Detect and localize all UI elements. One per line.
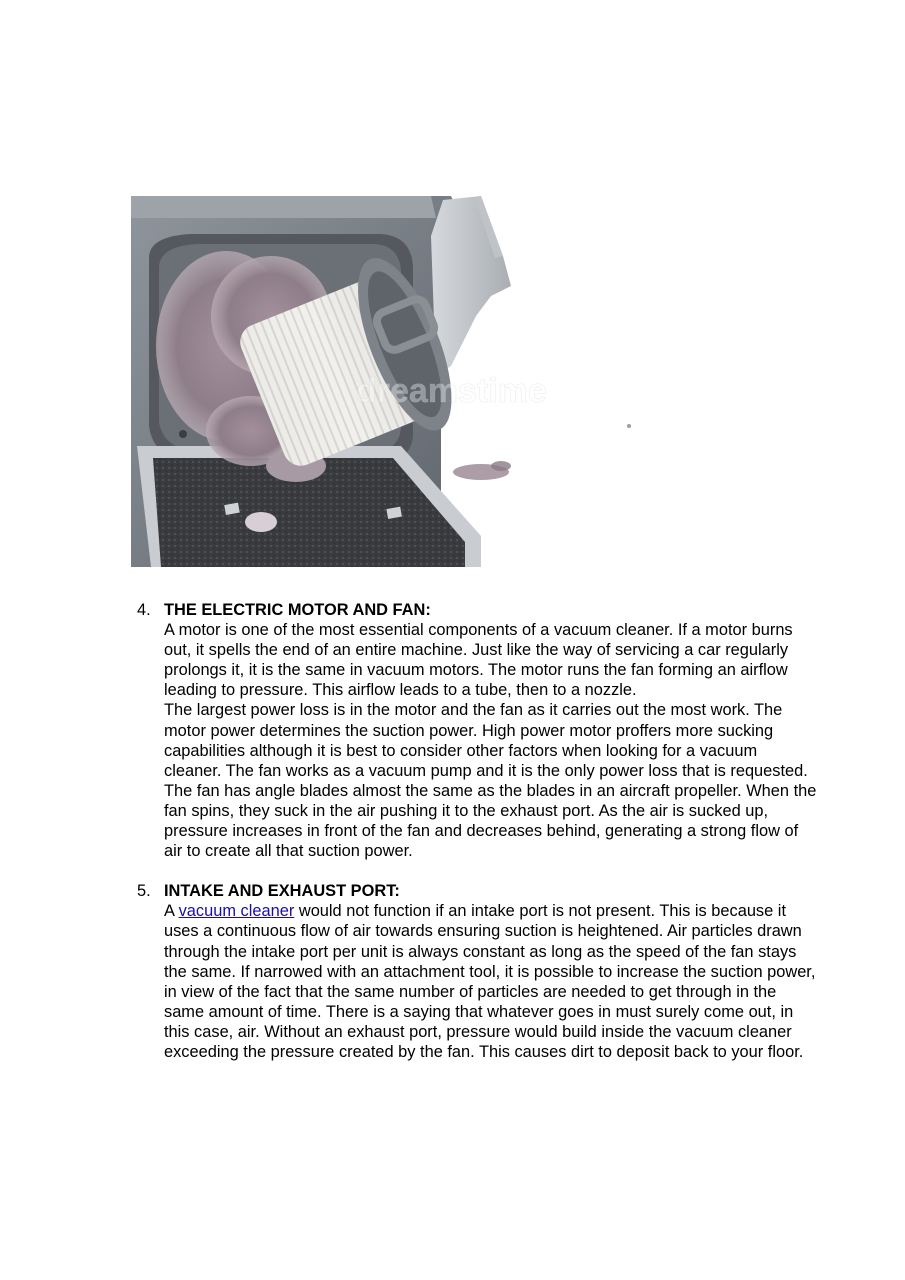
list-number: 5. (137, 882, 151, 901)
section-paragraph: A motor is one of the most essential components of a vacuum cleaner. If a motor burns out, it spells the end of an entire machine. Just like the way of servicing a car regularly prolongs it, it is the same in vacuum motors. The motor runs the fan forming an airflow leading to pressure. This airflow leads to a tube, then to a nozzle. (164, 621, 793, 700)
section-paragraph (164, 901, 817, 1062)
paragraph-text: A (164, 902, 179, 921)
vacuum-cleaner-link[interactable]: vacuum cleaner (178, 902, 295, 921)
photo-watermark: dreamstime (356, 372, 547, 410)
list-item (137, 881, 817, 1062)
section-heading: INTAKE AND EXHAUST PORT: (164, 882, 400, 901)
section-heading: THE ELECTRIC MOTOR AND FAN: (164, 601, 431, 619)
numbered-list (137, 600, 817, 1062)
vacuum-filter-photo (131, 196, 776, 567)
list-item (137, 600, 817, 861)
section-paragraph: The largest power loss is in the motor and the fan as it carries out the most work. The motor power determines the suction power. High power motor proffers more sucking capabilities although it is best to consider other factors when looking for a vacuum cleaner. The fan works as a vacuum pump and it is the only power loss that is requested. The fan has angle blades almost the same as the blades in an aircraft propeller. When the fan spins, they suck in the air pushing it to the exhaust port. As the air is sucked up, pressure increases in front of the fan and decreases behind, generating a strong flow of air to create all that suction power. (164, 701, 817, 861)
paragraph-text: would not function if an intake port is not present. This is because it uses a continuous flow of air towards ensuring suction is heightened. Air particles drawn through the intake port per unit is always constant as long as the speed of the fan stays the same. If narrowed with an attachment tool, it is possible to increase the suction power, in view of the fact that the same number of particles are needed to get through in the same amount of time. There is a saying that whatever goes in must surely come out, in this case, air. Without an exhaust port, pressure would build inside the vacuum cleaner exceeding the pressure created by the fan. This causes dirt to deposit back to your floor. (164, 902, 816, 1061)
list-number: 4. (137, 601, 151, 619)
